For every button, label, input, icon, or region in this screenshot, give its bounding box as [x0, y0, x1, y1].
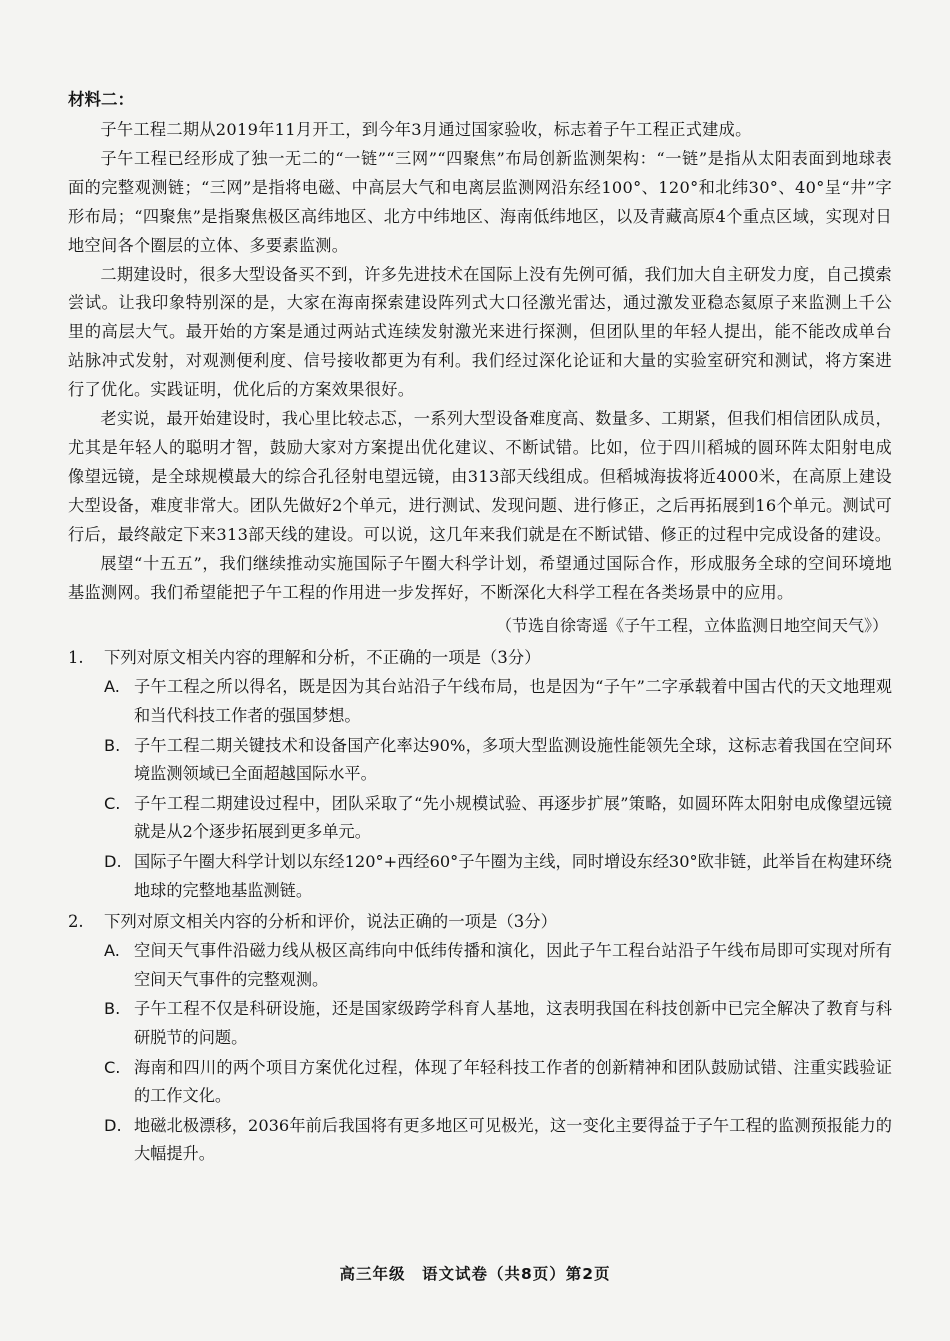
- question-stem: [68, 643, 892, 673]
- option-text: 国际子午圈大科学计划以东经120°+西经60°子午圈为主线，同时增设东经30°欧非链，此举旨在构建环绕地球的完整地基监测链。: [134, 851, 892, 900]
- material-paragraph-5: 展望“十五五”，我们继续推动实施国际子午圈大科学计划，希望通过国际合作，形成服务全球的空间环境地基监测网。我们希望能把子午工程的作用进一步发挥好，不断深化大科学工程在各类场景中的应用。: [68, 553, 892, 602]
- question-text: 下列对原文相关内容的分析和评价，说法正确的一项是（3分）: [104, 912, 557, 932]
- option-letter: D.: [104, 1115, 122, 1135]
- option-text: 海南和四川的两个项目方案优化过程，体现了年轻科技工作者的创新精神和团队鼓励试错、注重实践验证的工作文化。: [134, 1057, 892, 1106]
- option-a: [68, 673, 892, 730]
- option-text: 地磁北极漂移，2036年前后我国将有更多地区可见极光，这一变化主要得益于子午工程的监测预报能力的大幅提升。: [134, 1115, 892, 1164]
- option-letter: B.: [104, 999, 121, 1019]
- option-letter: B.: [104, 735, 121, 755]
- source-citation: （节选自徐寄遥《子午工程，立体监测日地空间天气》）: [495, 616, 888, 636]
- option-text: 子午工程不仅是科研设施，还是国家级跨学科育人基地，这表明我国在科技创新中已完全解决了教育与科研脱节的问题。: [134, 999, 892, 1047]
- option-letter: C.: [104, 793, 121, 813]
- material-paragraph-1: 子午工程二期从2019年11月开工，到今年3月通过国家验收，标志着子午工程正式建成。: [100, 120, 752, 139]
- question-1: [68, 643, 892, 905]
- material-paragraph-3: 二期建设时，很多大型设备买不到，许多先进技术在国际上没有先例可循，我们加大自主研发力度，自己摸索尝试。让我印象特别深的是，大家在海南探索建设阵列式大口径激光雷达，通过激发亚稳态氦原子来监测上千公里的高层大气。最开始的方案是通过两站式连续发射激光来进行探测，但团队里的年轻人提出，能不能改成单台站脉冲式发射，对观测便利度、信号接收都更为有利。我们经过深化论证和大量的实验室研究和测试，将方案进行了优化。实践证明，优化后的方案效果很好。: [68, 264, 892, 400]
- option-text: 子午工程之所以得名，既是因为其台站沿子午线布局，也是因为“子午”二字承载着中国古代的天文地理观和当代科技工作者的强国梦想。: [134, 677, 892, 725]
- option-text: 子午工程二期关键技术和设备国产化率达90%，多项大型监测设施性能领先全球，这标志着我国在空间环境监测领域已全面超越国际水平。: [134, 735, 892, 784]
- option-text: 子午工程二期建设过程中，团队采取了“先小规模试验、再逐步扩展”策略，如圆环阵太阳射电成像望远镜就是从2个逐步拓展到更多单元。: [134, 793, 892, 842]
- question-2: [68, 907, 892, 1169]
- option-d: [68, 1112, 892, 1169]
- page-footer: 高三年级 语文试卷（共8页）第2页: [339, 1265, 611, 1283]
- question-text: 下列对原文相关内容的理解和分析，不正确的一项是（3分）: [104, 648, 541, 668]
- material-paragraph-4: 老实说，最开始建设时，我心里比较忐忑，一系列大型设备难度高、数量多、工期紧，但我们相信团队成员，尤其是年轻人的聪明才智，鼓励大家对方案提出优化建议、不断试错。比如，位于四川稻城的圆环阵太阳射电成像望远镜，是全球规模最大的综合孔径射电望远镜，由313部天线组成。但稻城海拔将近4000米，在高原上建设大型设备，难度非常大。团队先做好2个单元，进行测试、发现问题、进行修正，之后再拓展到16个单元。测试可行后，最终敲定下来313部天线的建设。可以说，这几年来我们就是在不断试错、修正的过程中完成设备的建设。: [68, 409, 892, 544]
- option-a: [68, 937, 892, 994]
- option-b: [68, 732, 892, 789]
- question-number: 1.: [68, 648, 84, 668]
- option-b: [68, 995, 892, 1052]
- option-c: [68, 1054, 892, 1111]
- material-paragraph-2: 子午工程已经形成了独一无二的“一链”“三网”“四聚焦”布局创新监测架构：“一链”是指从太阳表面到地球表面的完整观测链；“三网”是指将电磁、中高层大气和电离层监测网沿东经100°、120°和北纬30°、40°呈“井”字形布局；“四聚焦”是指聚焦极区高纬地区、北方中纬地区、海南低纬地区，以及青藏高原4个重点区域，实现对日地空间各个圈层的立体、多要素监测。: [68, 148, 892, 255]
- option-letter: A.: [104, 677, 120, 697]
- material-heading: 材料二：: [68, 90, 134, 109]
- option-letter: A.: [104, 941, 120, 961]
- option-letter: D.: [104, 851, 122, 871]
- question-number: 2.: [68, 912, 84, 932]
- question-stem: [68, 907, 892, 937]
- option-text: 空间天气事件沿磁力线从极区高纬向中低纬传播和演化，因此子午工程台站沿子午线布局即可实现对所有空间天气事件的完整观测。: [134, 941, 892, 989]
- option-letter: C.: [104, 1057, 121, 1077]
- option-c: [68, 790, 892, 847]
- option-d: [68, 848, 892, 905]
